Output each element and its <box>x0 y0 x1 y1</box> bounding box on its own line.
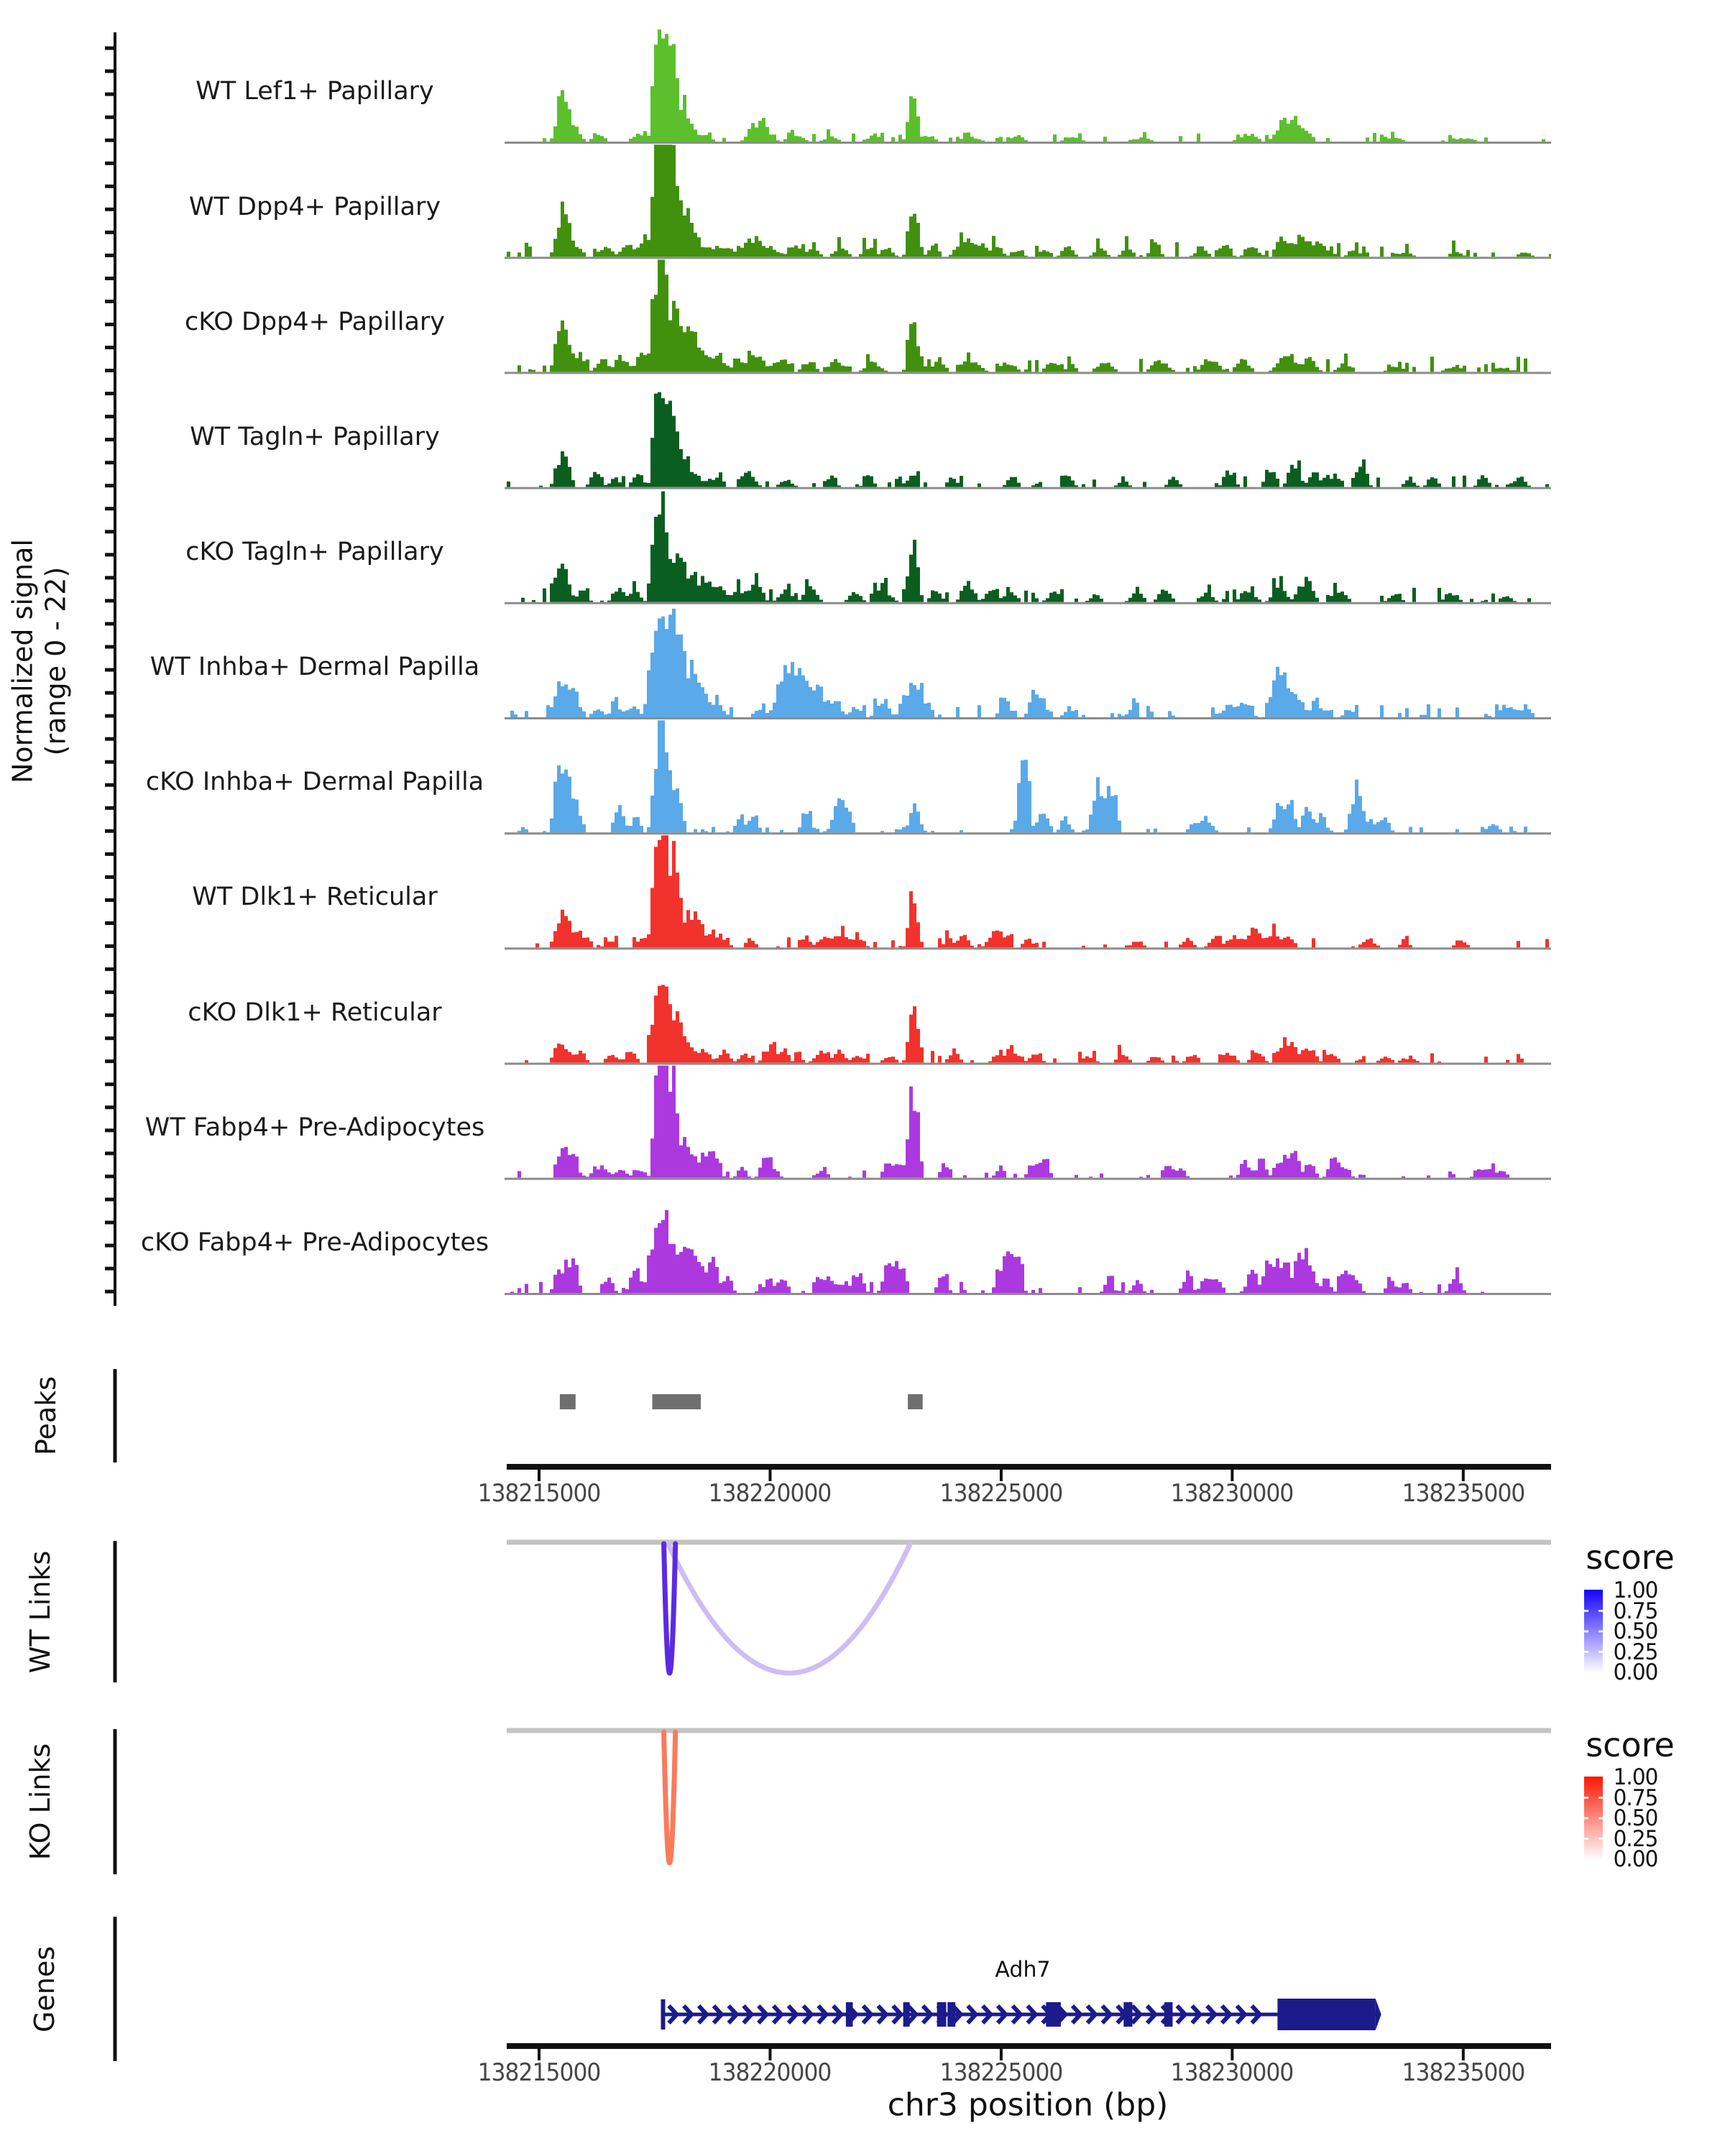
coverage-area <box>507 835 1551 947</box>
track-label-cko-dpp4: cKO Dpp4+ Papillary <box>185 308 445 336</box>
peak-interval <box>908 1394 923 1409</box>
x-axis-title: chr3 position (bp) <box>887 2086 1169 2124</box>
coverage-track-2 <box>505 259 1551 373</box>
ko-score-tick-000: 0.00 <box>1613 1846 1658 1872</box>
coverage-track-5 <box>505 609 1551 719</box>
gene-exon <box>1123 2002 1132 2027</box>
gene-exon <box>1164 2002 1173 2027</box>
track-label-wt-lef1: WT Lef1+ Papillary <box>196 77 434 106</box>
bottom-axis-tick-138220000: 138220000 <box>708 2058 832 2087</box>
ko-score-legend-bar <box>1584 1777 1603 1860</box>
track-label-wt-dlk1: WT Dlk1+ Reticular <box>192 883 438 911</box>
wt-score-tick-075: 0.75 <box>1613 1598 1658 1624</box>
mid-axis-tick-138230000: 138230000 <box>1170 1479 1294 1508</box>
peak-interval <box>653 1394 702 1409</box>
coverage-track-10 <box>505 1210 1551 1294</box>
peaks-section-label: Peaks <box>30 1376 62 1456</box>
mid-axis-tick-138215000: 138215000 <box>477 1479 601 1508</box>
coverage-track-3 <box>505 392 1551 489</box>
ko-score-tick-100: 1.00 <box>1613 1764 1658 1790</box>
signal-axis-title-line2: (range 0 - 22) <box>40 566 72 756</box>
ko-score-tick-050: 0.50 <box>1613 1805 1658 1831</box>
wt-score-tick-050: 0.50 <box>1613 1618 1658 1644</box>
gene-end-arrow-icon <box>1376 1999 1381 2030</box>
coverage-area <box>507 392 1551 487</box>
wt-score-tick-025: 0.25 <box>1613 1639 1658 1665</box>
signal-axis-title-line1: Normalized signal <box>6 539 39 783</box>
bottom-axis-tick-138235000: 138235000 <box>1402 2058 1525 2087</box>
peak-interval <box>560 1394 576 1409</box>
coverage-track-6 <box>505 720 1551 833</box>
track-label-wt-inhba: WT Inhba+ Dermal Papilla <box>150 653 480 681</box>
gene-exon <box>937 2002 947 2027</box>
bottom-axis-tick-138215000: 138215000 <box>477 2058 601 2087</box>
coverage-track-9 <box>505 1066 1551 1179</box>
coverage-track-7 <box>505 835 1551 949</box>
wt-link-arc <box>668 1544 910 1673</box>
bottom-axis-tick-138225000: 138225000 <box>939 2058 1063 2087</box>
wt-score-legend-bar <box>1584 1590 1603 1673</box>
coverage-area <box>507 1210 1551 1293</box>
gene-utr-box <box>1277 1999 1375 2030</box>
wt-links-track <box>115 1541 1551 1682</box>
gene-exon <box>1046 2002 1061 2027</box>
coverage-area <box>507 259 1551 372</box>
gene-exon <box>903 2002 910 2027</box>
coverage-area <box>507 492 1551 602</box>
track-label-cko-tagln: cKO Tagln+ Papillary <box>185 538 444 566</box>
mid-axis-tick-138225000: 138225000 <box>939 1479 1063 1508</box>
coverage-track-4 <box>505 492 1551 604</box>
bottom-axis-tick-138230000: 138230000 <box>1170 2058 1294 2087</box>
track-label-cko-dlk1: cKO Dlk1+ Reticular <box>188 998 442 1027</box>
coverage-area <box>507 144 1551 257</box>
wt-score-tick-000: 0.00 <box>1613 1659 1658 1685</box>
gene-start-bar <box>661 1999 665 2030</box>
wt-link-arc <box>664 1544 676 1673</box>
ko-score-tick-025: 0.25 <box>1613 1826 1658 1852</box>
ko-links-track <box>115 1729 1551 1874</box>
coverage-area <box>507 720 1551 832</box>
coverage-area <box>507 29 1551 142</box>
ko-score-legend-title: score <box>1586 1726 1675 1764</box>
coverage-track-8 <box>505 985 1551 1064</box>
coverage-area <box>507 1066 1551 1178</box>
mid-axis-tick-138220000: 138220000 <box>708 1479 832 1508</box>
signal-axis-title <box>6 539 73 783</box>
wt-score-legend-title: score <box>1586 1538 1675 1577</box>
wt-links-section-label: WT Links <box>24 1550 56 1674</box>
gene-exon <box>947 2002 955 2027</box>
genes-track <box>115 1917 1381 2061</box>
gene-exon <box>846 2002 853 2027</box>
track-label-cko-inhba: cKO Inhba+ Dermal Papilla <box>145 768 484 796</box>
track-label-wt-dpp4: WT Dpp4+ Papillary <box>188 193 441 221</box>
genes-section-label: Genes <box>29 1945 60 2033</box>
track-label-cko-fabp4: cKO Fabp4+ Pre-Adipocytes <box>140 1228 489 1257</box>
coverage-area <box>507 609 1551 717</box>
peaks-track <box>115 1369 923 1462</box>
coverage-track-1 <box>505 144 1551 258</box>
track-label-wt-fabp4: WT Fabp4+ Pre-Adipocytes <box>144 1113 485 1142</box>
ko-link-arc <box>664 1732 676 1863</box>
mid-axis-tick-138235000: 138235000 <box>1402 1479 1525 1508</box>
gene-name-adh7: Adh7 <box>995 1957 1051 1983</box>
ko-score-tick-075: 0.75 <box>1613 1785 1658 1811</box>
ko-links-section-label: KO Links <box>24 1743 56 1861</box>
wt-score-tick-100: 1.00 <box>1613 1577 1658 1603</box>
coverage-track-0 <box>505 29 1551 143</box>
track-label-wt-tagln: WT Tagln+ Papillary <box>190 423 440 451</box>
coverage-area <box>507 985 1551 1062</box>
signal-axis <box>105 32 115 1306</box>
